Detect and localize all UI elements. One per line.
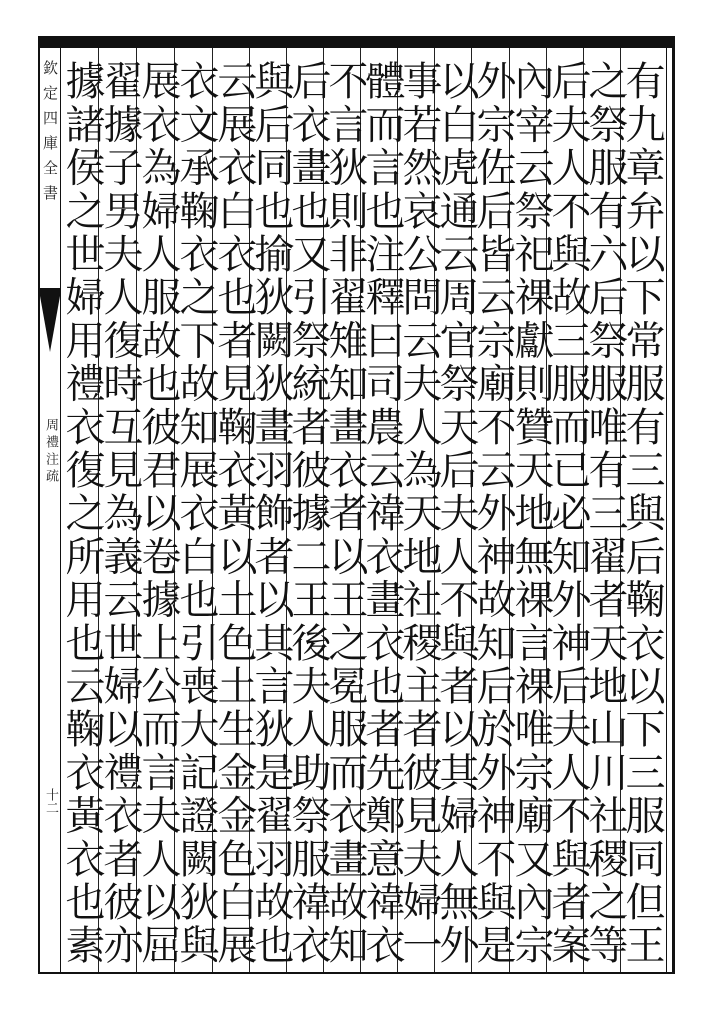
margin-book-title: 周禮注疏 [43,418,58,486]
text-column: 有九章弁以下常服有三與后鞠衣以下三服同但王 [619,60,665,968]
margin-collection-title: 欽定四庫全書 [41,60,59,210]
text-column: 事若然哀公問云夫人為天地社稷主者彼見夫婦一 [396,60,442,968]
text-column: 云展衣白衣也者見鞠衣黃以土色土生金金色白展 [211,60,257,968]
text-column: 體而言也注釋曰司農云禕衣畫衣也者先鄭意禕衣 [359,60,405,968]
text-column: 翟據子男夫人復時互見為義云世婦以禮衣者彼亦 [97,60,143,968]
text-column: 內宰云祭祀祼獻則贊天地無祼言祼唯宗廟又內宗 [508,60,554,968]
text-column: 衣文承鞠衣之下故知展衣白也引喪大記證闕狄與 [173,60,219,968]
text-column: 之祭服有六后祭服唯有三翟者天地山川社稷之等 [582,60,628,968]
text-column: 以白虎通云周官祭天后夫人不與者以其婦人無外 [433,60,479,968]
text-column: 外宗佐后皆云宗廟不云外神故知后於外神不與是 [470,60,516,968]
text-column: 與后同也揄狄闕狄畫羽飾者以其言狄是翟羽故也 [248,60,294,968]
text-column: 展衣為婦人服故也彼君以卷據上公而言夫人以屈 [135,60,181,968]
text-column: 后夫人不與故三服而已必知外神后夫人不與者案 [545,60,591,968]
text-column: 據諸侯之世婦用禮衣復之所用也云鞠衣黃衣也素 [59,60,105,968]
text-column: 后衣畫也又引祭統者彼據二王後夫人助祭服禕衣 [285,60,331,968]
frame-right-border [672,36,675,974]
margin-page-number: 十二 [43,788,58,814]
frame-bottom-border [38,972,674,974]
text-column: 不言狄則非翟雉知畫衣者以王之冕服而衣畫故知 [322,60,368,968]
frame-top-border [38,36,674,48]
